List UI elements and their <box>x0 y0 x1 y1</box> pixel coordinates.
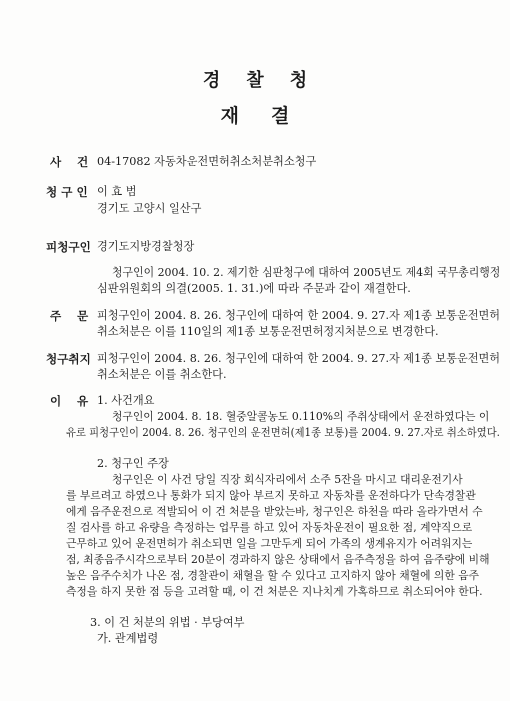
claimant-address: 경기도 고양시 일산구 <box>97 202 202 215</box>
section-1-title: 1. 사건개요 <box>97 394 155 407</box>
section-2-title: 2. 청구인 주장 <box>97 457 169 470</box>
section-2-line: 청구인은 이 사건 당일 직장 회식자리에서 소주 5잔을 마시고 대리운전기사 <box>112 473 463 486</box>
section-2-line: 에게 음주운전으로 적발되어 이 건 처분을 받았는바, 청구인은 하천을 따라 올라가면서 수 <box>66 505 483 518</box>
section-1-line: 유로 피청구인이 2004. 8. 26. 청구인의 운전면허(제1종 보통)를 2004. 9. 27.자로 취소하였다. <box>66 426 500 439</box>
order-label-a: 주 <box>50 309 62 323</box>
section-3-subtitle: 가. 관계법령 <box>97 632 159 645</box>
section-2-line: 질 검사를 하고 유량을 측정하는 업무를 하고 있어 자동차운전이 필요한 점, 계약직으로 <box>66 521 473 534</box>
reason-label-a: 이 <box>50 394 62 408</box>
title-char: 경 <box>202 70 221 91</box>
case-value: 04-17082 자동차운전면허취소처분취소청구 <box>97 155 317 168</box>
section-3-title: 3. 이 건 처분의 위법 · 부당여부 <box>90 616 245 629</box>
section-2-line: 점, 최종음주시각으로부터 20분이 경과하지 않은 상태에서 음주측정을 하여 음주량에 비해 <box>66 553 490 566</box>
title-char: 찰 <box>246 70 264 91</box>
subtitle-char: 재 <box>220 105 239 127</box>
order-line: 취소처분은 이를 110일의 제1종 보통운전면허정지처분으로 변경한다. <box>97 325 439 338</box>
intro-line: 청구인이 2004. 10. 2. 제기한 심판청구에 대하여 2005년도 제4회 국무총리행정 <box>112 266 501 279</box>
order-label-b: 문 <box>77 309 89 323</box>
case-label-b: 건 <box>77 155 89 169</box>
respondent-label: 피청구인 <box>46 240 91 254</box>
purpose-line: 취소처분은 이를 취소한다. <box>97 368 227 381</box>
reason-label-b: 유 <box>77 394 89 408</box>
document-subtitle <box>0 101 510 128</box>
purpose-label: 청구취지 <box>46 352 91 366</box>
title-char: 청 <box>289 70 308 91</box>
case-label-a: 사 <box>50 155 62 169</box>
purpose-line: 피청구인이 2004. 8. 26. 청구인에 대하여 한 2004. 9. 27.자 제1종 보통운전면허 <box>97 352 500 365</box>
intro-line: 심판위원회의 의결(2005. 1. 31.)에 따라 주문과 같이 재결한다. <box>97 282 411 295</box>
document-title <box>0 66 510 92</box>
respondent-value: 경기도지방경찰청장 <box>97 240 195 253</box>
order-line: 피청구인이 2004. 8. 26. 청구인에 대하여 한 2004. 9. 27.자 제1종 보통운전면허 <box>97 309 500 322</box>
section-2-line: 높은 음주수치가 나온 점, 경찰관이 채혈을 할 수 있다고 고지하지 않아 채혈에 의한 음주 <box>66 569 480 582</box>
claimant-label: 청 구 인 <box>46 185 88 199</box>
claimant-name: 이 효 범 <box>97 185 137 198</box>
section-2-line: 근무하고 있어 운전면허가 취소되면 일을 그만두게 되어 가족의 생계유지가 어려워지는 <box>66 537 473 550</box>
section-1-line: 청구인이 2004. 8. 18. 혈중알콜농도 0.110%의 주취상태에서 운전하였다는 이 <box>112 410 490 423</box>
section-2-line: 측정을 하지 못한 점 등을 고려할 때, 이 건 처분은 지나치게 가혹하므로 취소되어야 한다. <box>66 585 483 598</box>
subtitle-char: 결 <box>271 105 290 127</box>
section-2-line: 를 부르려고 하였으나 통화가 되지 않아 부르지 못하고 자동차를 운전하다가 단속경찰관 <box>66 489 476 502</box>
